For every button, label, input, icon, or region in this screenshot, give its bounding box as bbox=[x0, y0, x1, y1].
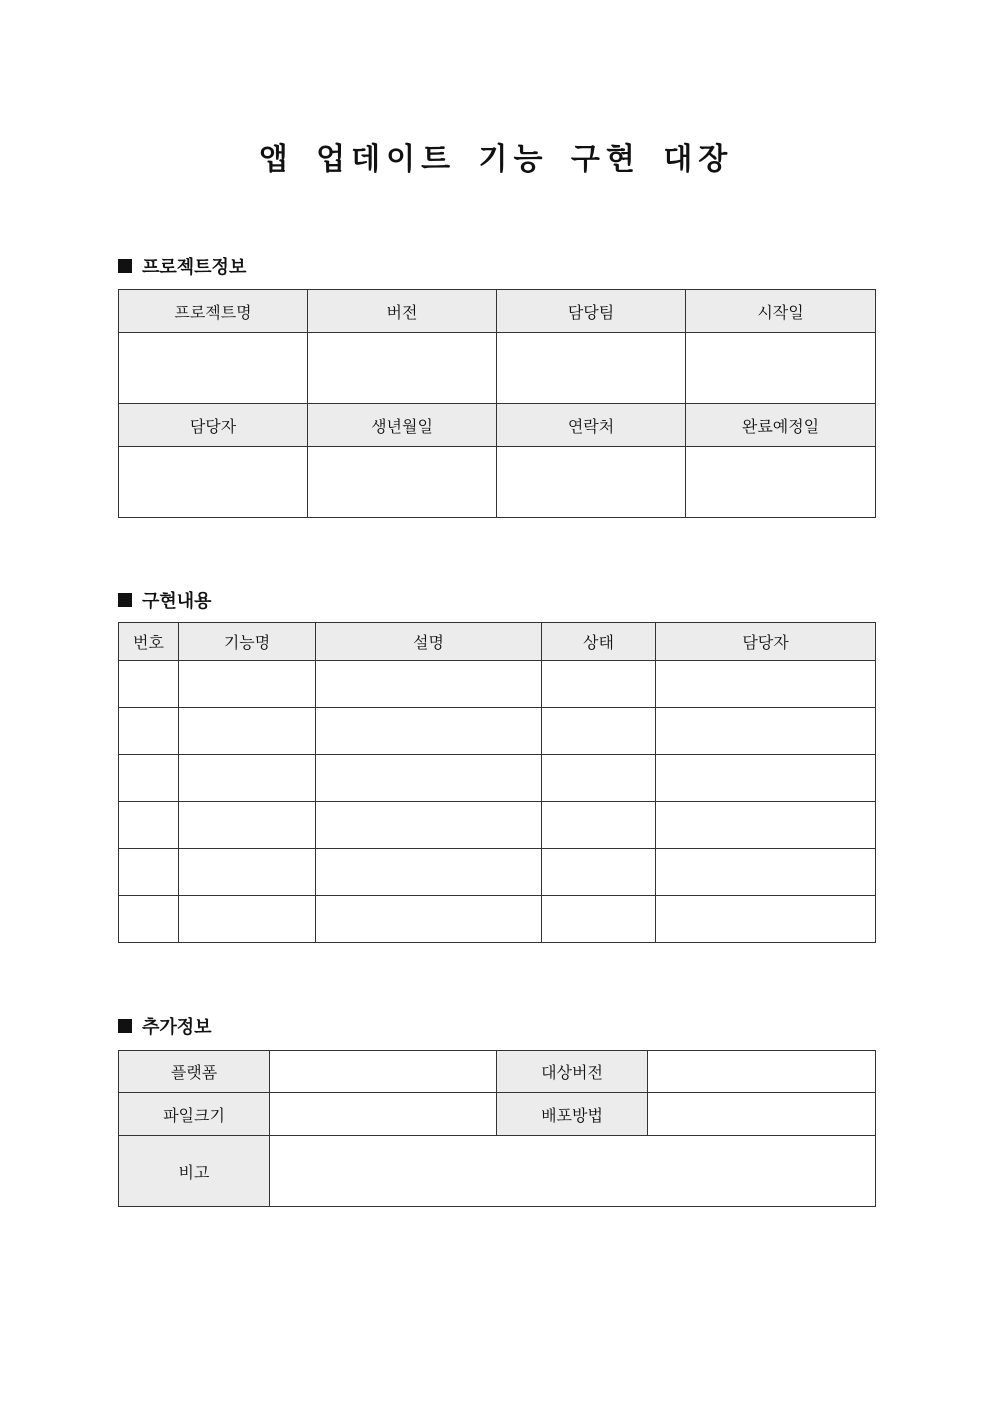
number-cell[interactable] bbox=[119, 896, 179, 943]
header-birthdate: 생년월일 bbox=[308, 404, 497, 447]
status-cell[interactable] bbox=[542, 755, 656, 802]
table-row bbox=[119, 849, 876, 896]
file-size-cell[interactable] bbox=[270, 1093, 497, 1136]
feature-name-cell[interactable] bbox=[179, 755, 316, 802]
status-cell[interactable] bbox=[542, 802, 656, 849]
section-heading-implementation bbox=[118, 587, 212, 613]
platform-label: 플랫폼 bbox=[119, 1051, 270, 1093]
page-title: 앱 업데이트 기능 구현 대장 bbox=[258, 142, 734, 177]
section-heading-project-info bbox=[118, 253, 246, 279]
deploy-method-label: 배포방법 bbox=[497, 1093, 648, 1136]
header-manager: 담당자 bbox=[119, 404, 308, 447]
feature-name-cell[interactable] bbox=[179, 802, 316, 849]
assignee-cell[interactable] bbox=[656, 755, 876, 802]
version-cell[interactable] bbox=[308, 333, 497, 404]
feature-name-cell[interactable] bbox=[179, 896, 316, 943]
header-start-date: 시작일 bbox=[686, 290, 876, 333]
table-header-row bbox=[119, 404, 876, 447]
assignee-cell[interactable] bbox=[656, 708, 876, 755]
header-contact: 연락처 bbox=[497, 404, 686, 447]
table-row bbox=[119, 333, 876, 404]
header-description: 설명 bbox=[316, 623, 542, 661]
assignee-cell[interactable] bbox=[656, 896, 876, 943]
feature-name-cell[interactable] bbox=[179, 849, 316, 896]
due-date-cell[interactable] bbox=[686, 447, 876, 518]
description-cell[interactable] bbox=[316, 802, 542, 849]
start-date-cell[interactable] bbox=[686, 333, 876, 404]
table-row bbox=[119, 447, 876, 518]
number-cell[interactable] bbox=[119, 661, 179, 708]
description-cell[interactable] bbox=[316, 896, 542, 943]
assignee-cell[interactable] bbox=[656, 802, 876, 849]
number-cell[interactable] bbox=[119, 708, 179, 755]
square-bullet-icon bbox=[118, 259, 132, 273]
header-assignee: 담당자 bbox=[656, 623, 876, 661]
header-number: 번호 bbox=[119, 623, 179, 661]
birthdate-cell[interactable] bbox=[308, 447, 497, 518]
project-name-cell[interactable] bbox=[119, 333, 308, 404]
file-size-label: 파일크기 bbox=[119, 1093, 270, 1136]
target-version-cell[interactable] bbox=[648, 1051, 876, 1093]
project-info-table bbox=[118, 289, 876, 518]
header-team: 담당팀 bbox=[497, 290, 686, 333]
table-row bbox=[119, 1051, 876, 1093]
section-heading-extra-info bbox=[118, 1013, 212, 1039]
table-header-row bbox=[119, 290, 876, 333]
manager-cell[interactable] bbox=[119, 447, 308, 518]
extra-info-table bbox=[118, 1050, 876, 1207]
table-row bbox=[119, 661, 876, 708]
number-cell[interactable] bbox=[119, 755, 179, 802]
table-row bbox=[119, 755, 876, 802]
number-cell[interactable] bbox=[119, 802, 179, 849]
header-status: 상태 bbox=[542, 623, 656, 661]
header-project-name: 프로젝트명 bbox=[119, 290, 308, 333]
section-heading-label: 프로젝트정보 bbox=[142, 257, 247, 278]
description-cell[interactable] bbox=[316, 755, 542, 802]
notes-label: 비고 bbox=[119, 1136, 270, 1207]
target-version-label: 대상버전 bbox=[497, 1051, 648, 1093]
header-due-date: 완료예정일 bbox=[686, 404, 876, 447]
platform-cell[interactable] bbox=[270, 1051, 497, 1093]
number-cell[interactable] bbox=[119, 849, 179, 896]
assignee-cell[interactable] bbox=[656, 849, 876, 896]
square-bullet-icon bbox=[118, 593, 132, 607]
section-heading-label: 구현내용 bbox=[142, 591, 212, 612]
status-cell[interactable] bbox=[542, 849, 656, 896]
assignee-cell[interactable] bbox=[656, 661, 876, 708]
table-row bbox=[119, 896, 876, 943]
description-cell[interactable] bbox=[316, 849, 542, 896]
section-heading-label: 추가정보 bbox=[142, 1017, 212, 1038]
description-cell[interactable] bbox=[316, 661, 542, 708]
feature-name-cell[interactable] bbox=[179, 661, 316, 708]
table-header-row bbox=[119, 623, 876, 661]
implementation-table bbox=[118, 622, 876, 943]
header-version: 버전 bbox=[308, 290, 497, 333]
table-row bbox=[119, 708, 876, 755]
table-row bbox=[119, 802, 876, 849]
contact-cell[interactable] bbox=[497, 447, 686, 518]
team-cell[interactable] bbox=[497, 333, 686, 404]
square-bullet-icon bbox=[118, 1019, 132, 1033]
status-cell[interactable] bbox=[542, 896, 656, 943]
status-cell[interactable] bbox=[542, 708, 656, 755]
description-cell[interactable] bbox=[316, 708, 542, 755]
table-row bbox=[119, 1093, 876, 1136]
notes-cell[interactable] bbox=[270, 1136, 876, 1207]
feature-name-cell[interactable] bbox=[179, 708, 316, 755]
header-feature-name: 기능명 bbox=[179, 623, 316, 661]
deploy-method-cell[interactable] bbox=[648, 1093, 876, 1136]
table-row bbox=[119, 1136, 876, 1207]
status-cell[interactable] bbox=[542, 661, 656, 708]
